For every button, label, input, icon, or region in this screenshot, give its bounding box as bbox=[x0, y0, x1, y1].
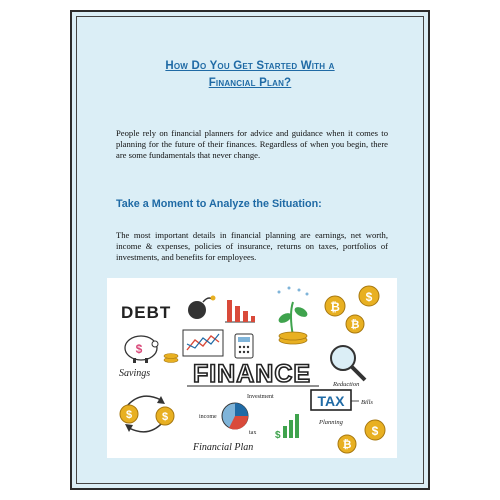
finance-label: FINANCE bbox=[192, 360, 312, 388]
reduction-label: Reduction bbox=[333, 381, 360, 388]
dollar-coin-icon bbox=[120, 405, 138, 423]
line-chart-icon bbox=[183, 330, 223, 356]
document-page bbox=[70, 10, 430, 490]
dollar-symbol: $ bbox=[371, 424, 379, 438]
savings-label: Savings bbox=[119, 368, 151, 379]
growth-bars-icon bbox=[275, 414, 299, 441]
bitcoin-icon bbox=[346, 315, 364, 333]
growth-dollar: $ bbox=[275, 430, 281, 441]
piggy-dollar: $ bbox=[135, 342, 143, 356]
investment-label: Investment bbox=[247, 394, 274, 400]
dollar-coin-icon bbox=[359, 286, 379, 306]
dollar-coin-icon bbox=[365, 420, 385, 440]
dollar-coin-icon bbox=[156, 407, 174, 425]
intro-paragraph: People rely on financial planners for advice and guidance when it comes to planning for the future of their finances. Regardless of when you begin, there are some fundamentals that never change. bbox=[116, 128, 388, 161]
bitcoin-icon bbox=[325, 296, 345, 316]
pie-chart-icon bbox=[222, 403, 248, 429]
page-title bbox=[92, 58, 408, 92]
bar-chart-icon bbox=[225, 300, 255, 322]
tax-label: TAX bbox=[317, 393, 345, 409]
bomb-icon bbox=[188, 296, 216, 320]
calculator-icon bbox=[235, 334, 253, 358]
piggy-bank-icon bbox=[125, 336, 158, 363]
finance-illustration bbox=[107, 278, 397, 458]
bitcoin-symbol: ₿ bbox=[330, 300, 340, 314]
dollar-symbol: $ bbox=[125, 409, 133, 421]
magnifier-icon bbox=[331, 346, 365, 380]
bills-label: Bills bbox=[361, 399, 373, 406]
coin-stack-icon bbox=[164, 354, 178, 363]
dollar-symbol: $ bbox=[161, 411, 169, 423]
plant-growth-icon bbox=[277, 287, 309, 345]
planning-label: Planning bbox=[319, 419, 343, 426]
bitcoin-icon bbox=[338, 435, 356, 453]
dollar-symbol: $ bbox=[365, 290, 373, 304]
financial-plan-label: Financial Plan bbox=[193, 442, 254, 453]
bitcoin-symbol: ₿ bbox=[350, 318, 360, 331]
title-line-2: Financial Plan? bbox=[208, 77, 292, 89]
details-paragraph: The most important details in financial planning are earnings, net worth, income & expenses, policies of insurance, returns on taxes, portfolios of investments, and benefits for employees. bbox=[116, 230, 388, 263]
bitcoin-symbol: ₿ bbox=[342, 438, 352, 451]
income-label: income bbox=[199, 414, 217, 420]
section-heading: Take a Moment to Analyze the Situation: bbox=[116, 198, 322, 210]
title-line-1: How Do You Get Started With a bbox=[165, 60, 335, 72]
tax-small-label: tax bbox=[249, 430, 257, 436]
tax-box bbox=[311, 390, 351, 410]
debt-label: DEBT bbox=[121, 303, 172, 322]
